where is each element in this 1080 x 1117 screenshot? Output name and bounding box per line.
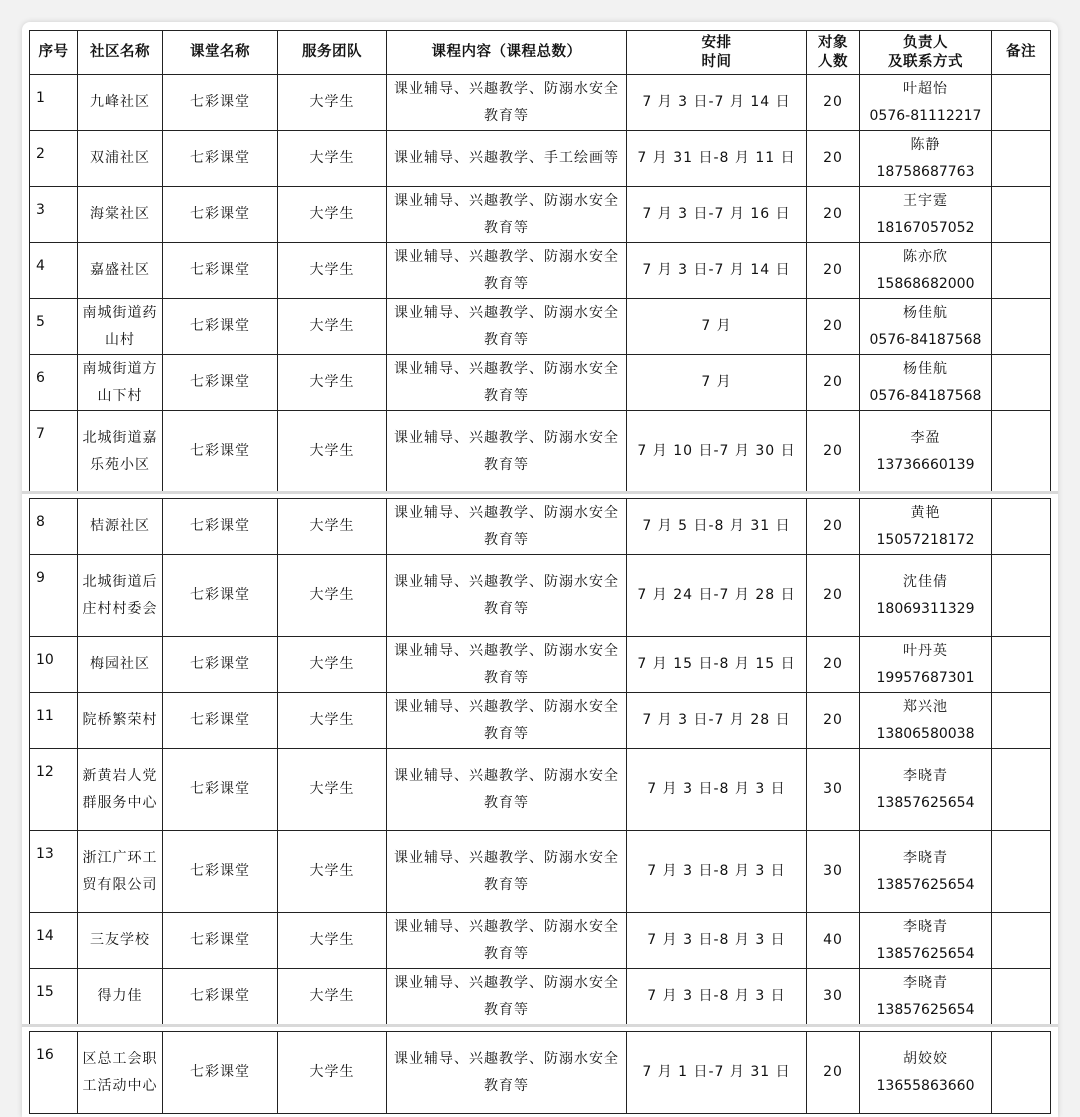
- row-content: 课业辅导、兴趣教学、防溺水安全教育等: [387, 637, 627, 693]
- row-content: 课业辅导、兴趣教学、防溺水安全教育等: [387, 1032, 627, 1114]
- row-content: 课业辅导、兴趣教学、防溺水安全教育等: [387, 693, 627, 749]
- header-seq: 序号: [30, 31, 78, 75]
- contact-phone: 13736660139: [876, 456, 975, 473]
- header-count: [807, 31, 860, 75]
- row-note: [992, 355, 1051, 411]
- row-content: 课业辅导、兴趣教学、防溺水安全教育等: [387, 749, 627, 831]
- row-count: 20: [807, 411, 860, 493]
- row-note: [992, 969, 1051, 1025]
- row-community: 桔源社区: [78, 499, 163, 555]
- row-classroom: 七彩课堂: [163, 243, 278, 299]
- contact-name: 陈静: [910, 136, 941, 153]
- row-note: [992, 499, 1051, 555]
- schedule-table-page-1: [29, 30, 1051, 493]
- row-contact: [860, 749, 992, 831]
- row-classroom: 七彩课堂: [163, 913, 278, 969]
- row-contact: [860, 969, 992, 1025]
- contact-phone: 0576-84187568: [869, 331, 982, 348]
- row-seq: 6: [30, 355, 78, 411]
- row-note: [992, 831, 1051, 913]
- row-contact: [860, 355, 992, 411]
- row-team: 大学生: [278, 131, 387, 187]
- row-note: [992, 693, 1051, 749]
- row-note: [992, 555, 1051, 637]
- row-community: 三友学校: [78, 913, 163, 969]
- row-count: 20: [807, 243, 860, 299]
- row-team: 大学生: [278, 299, 387, 355]
- row-content: 课业辅导、兴趣教学、防溺水安全教育等: [387, 555, 627, 637]
- table-row: [30, 637, 1051, 693]
- table-row: [30, 299, 1051, 355]
- contact-phone: 13857625654: [876, 1001, 975, 1018]
- row-community: 梅园社区: [78, 637, 163, 693]
- contact-phone: 15057218172: [876, 531, 975, 548]
- row-community: 嘉盛社区: [78, 243, 163, 299]
- row-team: 大学生: [278, 1032, 387, 1114]
- row-time: 7 月 3 日-7 月 14 日: [627, 243, 807, 299]
- row-community: 区总工会职工活动中心: [78, 1032, 163, 1114]
- contact-name: 叶丹英: [903, 642, 948, 659]
- page-divider: [22, 491, 1058, 494]
- row-seq: 11: [30, 693, 78, 749]
- row-content: 课业辅导、兴趣教学、防溺水安全教育等: [387, 75, 627, 131]
- row-seq: 1: [30, 75, 78, 131]
- row-time: 7 月 1 日-7 月 31 日: [627, 1032, 807, 1114]
- row-team: 大学生: [278, 411, 387, 493]
- row-classroom: 七彩课堂: [163, 749, 278, 831]
- row-team: 大学生: [278, 913, 387, 969]
- row-classroom: 七彩课堂: [163, 969, 278, 1025]
- table-row: [30, 749, 1051, 831]
- contact-phone: 13857625654: [876, 945, 975, 962]
- header-contact-line1: 负责人: [903, 34, 948, 51]
- contact-name: 李晓青: [903, 974, 948, 991]
- schedule-table-page-2: [29, 498, 1051, 1025]
- row-note: [992, 243, 1051, 299]
- row-community: 南城街道方山下村: [78, 355, 163, 411]
- contact-name: 李盈: [910, 429, 941, 446]
- contact-phone: 13857625654: [876, 794, 975, 811]
- row-content: 课业辅导、兴趣教学、防溺水安全教育等: [387, 411, 627, 493]
- row-time: 7 月 3 日-8 月 3 日: [627, 969, 807, 1025]
- row-count: 20: [807, 187, 860, 243]
- contact-name: 黄艳: [910, 504, 941, 521]
- row-seq: 8: [30, 499, 78, 555]
- row-team: 大学生: [278, 969, 387, 1025]
- row-contact: [860, 1032, 992, 1114]
- row-time: 7 月 15 日-8 月 15 日: [627, 637, 807, 693]
- row-community: 北城街道嘉乐苑小区: [78, 411, 163, 493]
- row-classroom: 七彩课堂: [163, 355, 278, 411]
- row-community: 得力佳: [78, 969, 163, 1025]
- row-time: 7 月: [627, 355, 807, 411]
- table-row: [30, 1032, 1051, 1114]
- table-row: [30, 831, 1051, 913]
- row-seq: 15: [30, 969, 78, 1025]
- contact-name: 叶超怡: [903, 80, 948, 97]
- row-count: 20: [807, 555, 860, 637]
- row-contact: [860, 693, 992, 749]
- row-seq: 12: [30, 749, 78, 831]
- row-community: 九峰社区: [78, 75, 163, 131]
- row-classroom: 七彩课堂: [163, 693, 278, 749]
- row-seq: 3: [30, 187, 78, 243]
- row-classroom: 七彩课堂: [163, 1032, 278, 1114]
- table-row: [30, 131, 1051, 187]
- table-row: [30, 187, 1051, 243]
- row-note: [992, 131, 1051, 187]
- header-count-line2: 人数: [818, 53, 848, 70]
- contact-phone: 0576-84187568: [869, 387, 982, 404]
- row-content: 课业辅导、兴趣教学、防溺水安全教育等: [387, 243, 627, 299]
- contact-name: 李晓青: [903, 767, 948, 784]
- row-count: 20: [807, 355, 860, 411]
- contact-phone: 13806580038: [876, 725, 975, 742]
- row-contact: [860, 299, 992, 355]
- row-classroom: 七彩课堂: [163, 299, 278, 355]
- row-note: [992, 75, 1051, 131]
- row-classroom: 七彩课堂: [163, 131, 278, 187]
- row-seq: 16: [30, 1032, 78, 1114]
- contact-phone: 0576-81112217: [869, 107, 982, 124]
- table-row: [30, 75, 1051, 131]
- row-time: 7 月 3 日-8 月 3 日: [627, 913, 807, 969]
- row-community: 南城街道药山村: [78, 299, 163, 355]
- row-contact: [860, 187, 992, 243]
- contact-name: 郑兴池: [903, 698, 948, 715]
- row-count: 30: [807, 831, 860, 913]
- row-time: 7 月 3 日-7 月 16 日: [627, 187, 807, 243]
- contact-phone: 13655863660: [876, 1077, 975, 1094]
- row-contact: [860, 499, 992, 555]
- header-time-line2: 时间: [701, 53, 732, 70]
- row-note: [992, 411, 1051, 493]
- row-content: 课业辅导、兴趣教学、防溺水安全教育等: [387, 969, 627, 1025]
- row-seq: 5: [30, 299, 78, 355]
- row-community: 海棠社区: [78, 187, 163, 243]
- row-community: 院桥繁荣村: [78, 693, 163, 749]
- row-content: 课业辅导、兴趣教学、防溺水安全教育等: [387, 913, 627, 969]
- row-count: 20: [807, 1032, 860, 1114]
- row-classroom: 七彩课堂: [163, 555, 278, 637]
- contact-name: 李晓青: [903, 918, 948, 935]
- row-count: 30: [807, 969, 860, 1025]
- row-seq: 9: [30, 555, 78, 637]
- row-contact: [860, 831, 992, 913]
- document-sheet: [22, 22, 1058, 1117]
- row-note: [992, 913, 1051, 969]
- row-community: 双浦社区: [78, 131, 163, 187]
- row-team: 大学生: [278, 75, 387, 131]
- row-contact: [860, 913, 992, 969]
- row-time: 7 月 3 日-7 月 14 日: [627, 75, 807, 131]
- row-time: 7 月 24 日-7 月 28 日: [627, 555, 807, 637]
- row-contact: [860, 131, 992, 187]
- header-count-line1: 对象: [818, 34, 848, 51]
- row-seq: 4: [30, 243, 78, 299]
- row-community: 北城街道后庄村村委会: [78, 555, 163, 637]
- row-content: 课业辅导、兴趣教学、防溺水安全教育等: [387, 499, 627, 555]
- row-team: 大学生: [278, 555, 387, 637]
- row-note: [992, 187, 1051, 243]
- table-row: [30, 355, 1051, 411]
- row-team: 大学生: [278, 749, 387, 831]
- row-seq: 2: [30, 131, 78, 187]
- table-row: [30, 913, 1051, 969]
- row-count: 20: [807, 75, 860, 131]
- row-classroom: 七彩课堂: [163, 831, 278, 913]
- row-contact: [860, 75, 992, 131]
- row-contact: [860, 555, 992, 637]
- row-content: 课业辅导、兴趣教学、防溺水安全教育等: [387, 187, 627, 243]
- contact-phone: 19957687301: [876, 669, 975, 686]
- row-note: [992, 1032, 1051, 1114]
- header-contact-line2: 及联系方式: [888, 53, 963, 70]
- table-row: [30, 693, 1051, 749]
- row-time: 7 月 3 日-8 月 3 日: [627, 831, 807, 913]
- row-content: 课业辅导、兴趣教学、手工绘画等: [387, 131, 627, 187]
- row-count: 20: [807, 299, 860, 355]
- contact-name: 陈亦欣: [903, 248, 948, 265]
- row-note: [992, 299, 1051, 355]
- contact-name: 杨佳航: [903, 304, 948, 321]
- row-seq: 14: [30, 913, 78, 969]
- row-team: 大学生: [278, 831, 387, 913]
- row-content: 课业辅导、兴趣教学、防溺水安全教育等: [387, 299, 627, 355]
- header-community: 社区名称: [78, 31, 163, 75]
- row-team: 大学生: [278, 243, 387, 299]
- contact-name: 王宇霆: [903, 192, 948, 209]
- contact-name: 杨佳航: [903, 360, 948, 377]
- row-contact: [860, 243, 992, 299]
- contact-phone: 18167057052: [876, 219, 975, 236]
- header-contact: [860, 31, 992, 75]
- row-time: 7 月: [627, 299, 807, 355]
- row-time: 7 月 5 日-8 月 31 日: [627, 499, 807, 555]
- header-time-line1: 安排: [701, 34, 732, 51]
- table-row: [30, 243, 1051, 299]
- contact-name: 李晓青: [903, 849, 948, 866]
- page-divider: [22, 1024, 1058, 1027]
- table-row: [30, 555, 1051, 637]
- row-count: 20: [807, 499, 860, 555]
- row-time: 7 月 3 日-7 月 28 日: [627, 693, 807, 749]
- contact-phone: 18069311329: [876, 600, 975, 617]
- row-note: [992, 749, 1051, 831]
- contact-phone: 15868682000: [876, 275, 975, 292]
- row-team: 大学生: [278, 187, 387, 243]
- row-contact: [860, 637, 992, 693]
- row-time: 7 月 31 日-8 月 11 日: [627, 131, 807, 187]
- row-team: 大学生: [278, 355, 387, 411]
- row-team: 大学生: [278, 637, 387, 693]
- header-note: 备注: [992, 31, 1051, 75]
- header-content: 课程内容（课程总数）: [387, 31, 627, 75]
- row-classroom: 七彩课堂: [163, 499, 278, 555]
- row-contact: [860, 411, 992, 493]
- row-community: 新黄岩人党群服务中心: [78, 749, 163, 831]
- row-classroom: 七彩课堂: [163, 637, 278, 693]
- row-seq: 7: [30, 411, 78, 493]
- header-row: [30, 31, 1051, 75]
- row-classroom: 七彩课堂: [163, 187, 278, 243]
- row-count: 20: [807, 637, 860, 693]
- row-time: 7 月 3 日-8 月 3 日: [627, 749, 807, 831]
- contact-name: 沈佳倩: [903, 573, 948, 590]
- row-content: 课业辅导、兴趣教学、防溺水安全教育等: [387, 355, 627, 411]
- row-count: 30: [807, 749, 860, 831]
- table-row: [30, 411, 1051, 493]
- row-count: 20: [807, 131, 860, 187]
- row-seq: 13: [30, 831, 78, 913]
- header-classroom: 课堂名称: [163, 31, 278, 75]
- row-classroom: 七彩课堂: [163, 411, 278, 493]
- row-team: 大学生: [278, 693, 387, 749]
- row-community: 浙江广环工贸有限公司: [78, 831, 163, 913]
- row-seq: 10: [30, 637, 78, 693]
- header-team: 服务团队: [278, 31, 387, 75]
- header-time: [627, 31, 807, 75]
- row-count: 40: [807, 913, 860, 969]
- schedule-table-page-3: [29, 1031, 1051, 1114]
- contact-phone: 13857625654: [876, 876, 975, 893]
- table-row: [30, 969, 1051, 1025]
- contact-phone: 18758687763: [876, 163, 975, 180]
- row-content: 课业辅导、兴趣教学、防溺水安全教育等: [387, 831, 627, 913]
- table-row: [30, 499, 1051, 555]
- row-team: 大学生: [278, 499, 387, 555]
- row-count: 20: [807, 693, 860, 749]
- row-time: 7 月 10 日-7 月 30 日: [627, 411, 807, 493]
- row-classroom: 七彩课堂: [163, 75, 278, 131]
- row-note: [992, 637, 1051, 693]
- contact-name: 胡姣姣: [903, 1050, 948, 1067]
